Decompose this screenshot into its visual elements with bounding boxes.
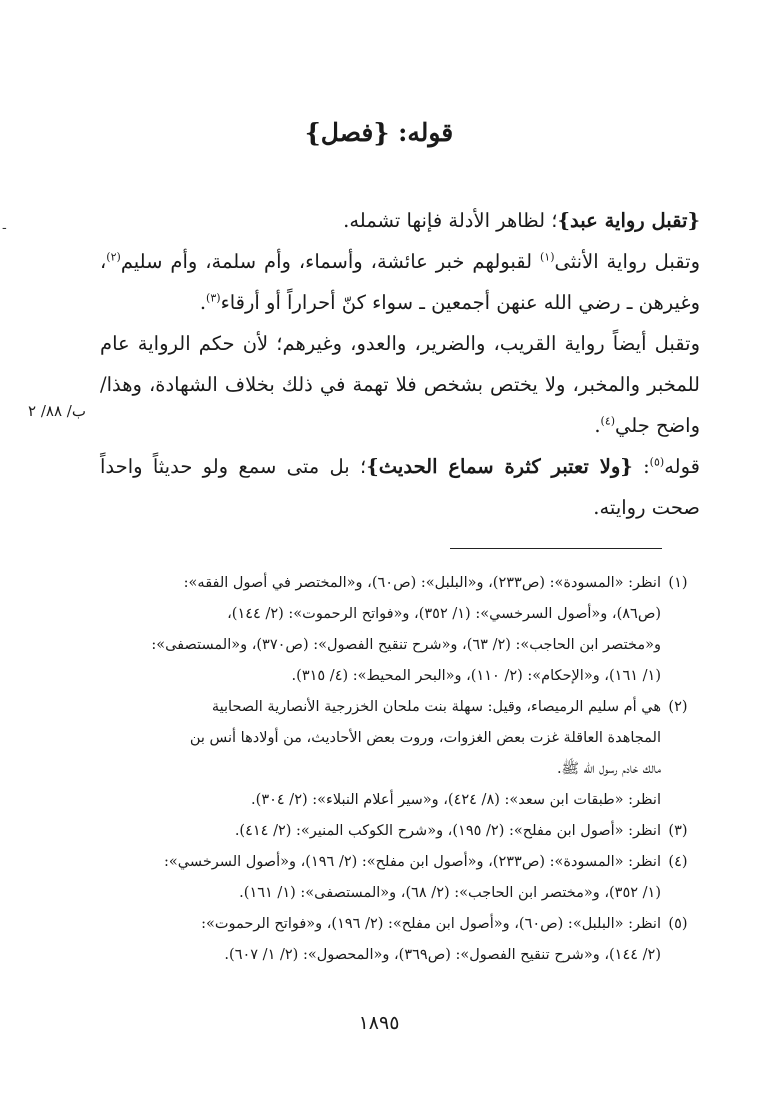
paragraph-text: : <box>632 455 650 478</box>
footnote-3 <box>100 816 695 847</box>
footnote-line: انظر: «المسودة»: (ص٢٣٣)، و«أصول ابن مفلح»: (٢/ ١٩٦)، و«أصول السرخسي»: <box>164 854 661 870</box>
quoted-text: {تقبل رواية عبد} <box>557 209 700 232</box>
footnotes <box>100 568 695 971</box>
margin-note: ب/ ٨٨/ ٢ <box>28 402 86 420</box>
footnote-number: (٥) <box>668 916 688 932</box>
footnote-text <box>100 568 661 692</box>
footnote-ref: (١) <box>540 250 555 264</box>
footnote-text <box>100 816 661 847</box>
main-text <box>100 200 700 528</box>
paragraph-text: ؛ لظاهر الأدلة فإنها تشمله. <box>343 209 558 232</box>
footnote-2 <box>100 692 695 816</box>
footnote-ref: (٣) <box>206 291 221 305</box>
footnote-line: انظر: «أصول ابن مفلح»: (٢/ ١٩٥)، و«شرح الكوكب المنير»: (٢/ ٤١٤). <box>234 823 661 839</box>
footnote-line: المجاهدة العاقلة غزت بعض الغزوات، وروت بعض الأحاديث، من أولادها أنس بن <box>189 730 661 746</box>
paragraph-text: ، وغيرهن ـ رضي الله عنهن أجمعين ـ سواء كنّ أحراراً أو أرقاء <box>100 250 700 314</box>
footnote-line: (١/ ١٦١)، و«الإحكام»: (٢/ ١١٠)، و«البحر المحيط»: (٤/ ٣١٥). <box>291 668 661 684</box>
edge-mark: - <box>2 220 7 236</box>
footnote-number: (٣) <box>668 823 688 839</box>
paragraph-text: ؛ بل متى سمع ولو حديثاً واحداً صحت روايته. <box>100 455 700 519</box>
footnote-line: هي أم سليم الرميصاء، وقيل: سهلة بنت ملحان الخزرجية الأنصارية الصحابية <box>211 699 661 715</box>
footnote-ref: (٥) <box>649 455 665 469</box>
footnote-line: (١/ ٣٥٢)، و«مختصر ابن الحاجب»: (٢/ ٦٨)، و«المستصفى»: (١/ ١٦١). <box>239 885 661 901</box>
footnote-line: انظر: «البلبل»: (ص٦٠)، و«أصول ابن مفلح»: (٢/ ١٩٦)، و«فواتح الرحموت»: <box>201 916 661 932</box>
paragraph-text: . <box>199 291 207 314</box>
footnote-line: (٢/ ١٤٤)، و«شرح تنقيح الفصول»: (ص٣٦٩)، و«المحصول»: (٢/ ١/ ٦٠٧). <box>224 947 661 963</box>
footnote-line: انظر: «المسودة»: (ص٢٣٣)، و«البلبل»: (ص٦٠)، و«المختصر في أصول الفقه»: <box>183 575 661 591</box>
footnote-number: (٤) <box>668 854 688 870</box>
paragraph-text: وتقبل رواية الأنثى <box>554 250 700 273</box>
footnote-1 <box>100 568 695 692</box>
paragraph-2 <box>100 241 700 323</box>
paragraph-text: قوله <box>664 455 700 478</box>
footnote-text <box>100 909 661 971</box>
footnote-line: و«مختصر ابن الحاجب»: (٢/ ٦٣)، و«شرح تنقيح الفصول»: (ص٣٧٠)، و«المستصفى»: <box>151 637 661 653</box>
footnote-text <box>100 692 661 816</box>
footnote-line: مالك خادم رسول الله ﷺ. <box>556 761 661 777</box>
paragraph-text: وتقبل أيضاً رواية القريب، والضرير، والعدو، وغيرهم؛ لأن حكم الرواية عام للمخبر والمخبر، ولا يختص بشخص فلا تهمة في ذلك بخلاف الشهادة، وهذا/ واضح جلي <box>100 332 700 437</box>
paragraph-text: . <box>594 414 601 437</box>
section-heading: قوله: {فصل} <box>304 118 454 147</box>
footnote-4 <box>100 847 695 909</box>
paragraph-3 <box>100 323 700 446</box>
footnote-text <box>100 847 661 909</box>
paragraph-4 <box>100 446 700 528</box>
paragraph-1 <box>100 200 700 241</box>
page-number: ١٨٩٥ <box>358 1012 400 1034</box>
footnote-ref: (٢) <box>106 250 121 264</box>
footnote-line: (ص٨٦)، و«أصول السرخسي»: (١/ ٣٥٢)، و«فواتح الرحموت»: (٢/ ١٤٤)، <box>227 606 661 622</box>
quoted-text: {ولا تعتبر كثرة سماع الحديث} <box>366 455 633 478</box>
footnote-number: (٢) <box>668 699 688 715</box>
footnote-divider <box>450 548 662 549</box>
footnote-number: (١) <box>668 575 688 591</box>
footnote-5 <box>100 909 695 971</box>
paragraph-text: لقبولهم خبر عائشة، وأسماء، وأم سلمة، وأم سليم <box>120 250 540 273</box>
footnote-line: انظر: «طبقات ابن سعد»: (٨/ ٤٢٤)، و«سير أعلام النبلاء»: (٢/ ٣٠٤). <box>251 792 661 808</box>
footnote-ref: (٤) <box>600 414 616 428</box>
